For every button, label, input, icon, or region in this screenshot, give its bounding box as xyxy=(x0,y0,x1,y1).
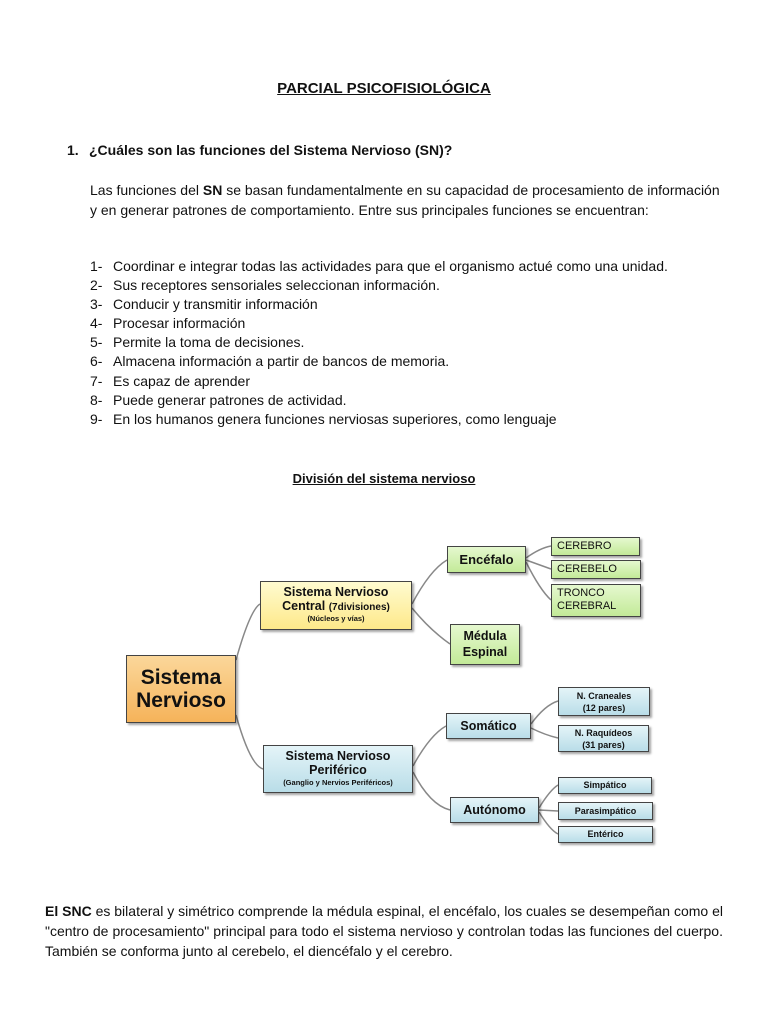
list-item xyxy=(90,257,730,276)
list-item xyxy=(90,391,730,410)
craneales-line1: N. Craneales xyxy=(576,691,632,701)
connector-central-medula xyxy=(412,608,450,644)
list-item xyxy=(90,333,730,352)
connector-autonomo-parasimpatico xyxy=(539,810,558,811)
division-heading: División del sistema nervioso xyxy=(292,471,476,486)
connector-periferico-autonomo xyxy=(413,772,450,810)
root-line1: Sistema xyxy=(140,666,222,689)
snc-text: es bilateral y simétrico comprende la médula espinal, el encéfalo, los cuales se desempeñan como el "centro de procesamiento" principal para todo el sistema nervioso y controlan todas las funciones del cuerpo. También se conforma junto al cerebelo, el diencéfalo y el cerebro. xyxy=(45,903,723,959)
tronco-box xyxy=(551,584,641,617)
item-text: Conducir y transmitir información xyxy=(113,296,318,313)
simpatico-box: Simpático xyxy=(558,777,652,794)
craneales-box xyxy=(558,687,650,716)
central-line1: Sistema Nervioso xyxy=(283,585,389,599)
intro-bold: SN xyxy=(202,182,223,198)
medula-line1: Médula xyxy=(463,629,507,643)
tronco-line2: CEREBRAL xyxy=(557,600,617,612)
item-text: Procesar información xyxy=(113,315,246,332)
enterico-box: Entérico xyxy=(558,826,653,843)
connector-autonomo-simpatico xyxy=(539,785,558,808)
item-number: 5- xyxy=(90,334,103,351)
question-text: ¿Cuáles son las funciones del Sistema Nervioso (SN)? xyxy=(89,142,453,158)
item-number: 9- xyxy=(90,410,103,427)
tronco-line1: TRONCO xyxy=(557,587,605,599)
item-text: En los humanos genera funciones nerviosas superiores, como lenguaje xyxy=(113,410,557,427)
snc-bold: El SNC xyxy=(45,903,92,919)
parasimpatico-box: Parasimpático xyxy=(558,802,653,820)
root-line2: Nervioso xyxy=(136,689,226,712)
connector-somatico-raquideos xyxy=(531,728,558,738)
periferico-note: (Ganglio y Nervios Periféricos) xyxy=(283,778,393,787)
item-number: 2- xyxy=(90,277,103,294)
list-item xyxy=(90,410,730,429)
connector-autonomo-enterico xyxy=(539,812,558,834)
medula-box xyxy=(450,624,520,665)
item-number: 8- xyxy=(90,391,103,408)
item-number: 4- xyxy=(90,315,103,332)
item-text: Es capaz de aprender xyxy=(113,372,250,389)
periferico-line1: Sistema Nervioso xyxy=(285,749,391,763)
item-number: 1- xyxy=(90,258,103,274)
connector-encefalo-cerebelo xyxy=(526,560,551,569)
cerebelo-box: CEREBELO xyxy=(551,560,641,579)
list-item xyxy=(90,314,730,333)
connector-periferico-somatico xyxy=(413,726,446,766)
item-text: Puede generar patrones de actividad. xyxy=(113,391,347,408)
autonomo-box: Autónomo xyxy=(450,797,539,823)
central-line2-small: (7divisiones) xyxy=(328,602,390,613)
item-text: Almacena información a partir de bancos de memoria. xyxy=(113,353,450,370)
connector-somatico-craneales xyxy=(531,701,558,724)
raquideos-line1: N. Raquídeos xyxy=(574,728,633,738)
item-number: 3- xyxy=(90,296,103,313)
connector-root-central xyxy=(236,604,260,660)
central-line2 xyxy=(261,599,411,613)
cerebro-box: CEREBRO xyxy=(551,537,640,556)
list-item xyxy=(90,276,730,295)
question-number: 1. xyxy=(67,142,79,158)
medula-line2: Espinal xyxy=(462,645,508,659)
intro-before: Las funciones del xyxy=(90,182,203,198)
nervous-system-diagram xyxy=(100,520,680,850)
page-title: PARCIAL PSICOFISIOLÓGICA xyxy=(277,80,491,97)
connector-encefalo-cerebro xyxy=(526,546,551,558)
encefalo-box: Encéfalo xyxy=(447,546,526,573)
item-number: 7- xyxy=(90,372,103,389)
central-box xyxy=(260,581,412,630)
list-item xyxy=(90,372,730,391)
item-text: Coordinar e integrar todas las actividades para que el organismo actué como una unidad. xyxy=(113,258,668,274)
raquideos-line2: (31 pares) xyxy=(582,740,625,750)
snc-paragraph xyxy=(45,901,723,961)
periferico-line2: Periférico xyxy=(309,763,367,777)
item-number: 6- xyxy=(90,353,103,370)
central-line2-main: Central xyxy=(282,599,326,613)
item-text: Sus receptores sensoriales seleccionan información. xyxy=(113,277,440,294)
list-item xyxy=(90,352,730,371)
connector-central-encefalo xyxy=(412,560,447,604)
intro-after: se basan fundamentalmente en su capacidad de procesamiento de información y en generar patrones de comportamiento. Entre sus principales funciones se encuentran: xyxy=(90,182,720,218)
question-heading xyxy=(67,142,452,158)
central-note: (Núcleos y vías) xyxy=(307,614,365,623)
craneales-line2: (12 pares) xyxy=(582,703,626,713)
functions-list xyxy=(90,257,730,429)
raquideos-box xyxy=(558,725,649,752)
somatico-box: Somático xyxy=(446,713,531,739)
periferico-box xyxy=(263,745,413,793)
intro-paragraph xyxy=(90,180,730,220)
connector-root-periferico xyxy=(236,715,263,769)
list-item xyxy=(90,295,730,314)
root-box xyxy=(126,655,236,723)
item-text: Permite la toma de decisiones. xyxy=(113,334,305,351)
